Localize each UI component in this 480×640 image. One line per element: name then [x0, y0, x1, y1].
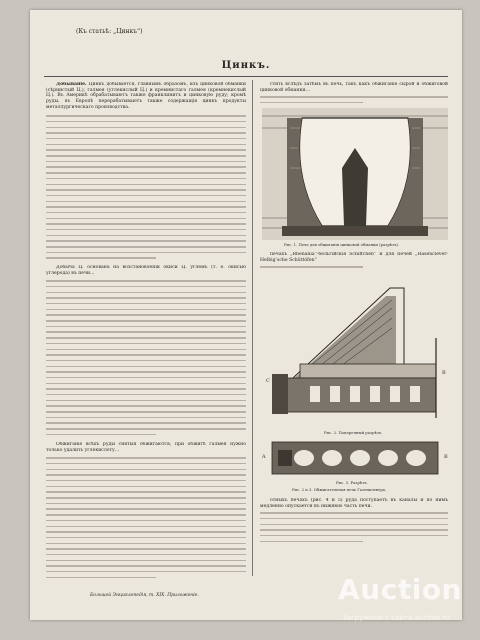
left-para-2	[46, 265, 246, 277]
right-bottom-text	[260, 498, 448, 510]
figure-2-cross-section	[270, 278, 440, 428]
figure-3-caption: Рис. 3. Разрѣзъ.	[336, 480, 368, 485]
figure-3-letter-a: A	[262, 454, 266, 460]
figure-3-horizontal-section	[268, 438, 442, 478]
column-divider	[252, 80, 253, 576]
intro-text: Цинкъ добывается, главнымъ образомъ, изъ цинковой обманки (сѣрнистый Ц.), галмея (углекислый Ц.) и кремнистаго галмея (кремнекислый Ц.). Въ Америкѣ обрабатываютъ также франклинитъ и цинковую руду; кромѣ руды, въ Европѣ перерабатываютъ также содержащія цинкъ продукты металлургическаго производства.	[46, 82, 246, 110]
document-page	[30, 10, 462, 620]
figure-2-caption: Рис. 2. Поперечный разрѣзъ.	[324, 430, 383, 435]
text-line	[46, 432, 156, 438]
figure-2-letter-b: B	[442, 370, 446, 376]
right-column-text-top	[260, 94, 448, 105]
page-footer: Большой Энциклопедія, т. XIX. Приложеніе.	[90, 593, 199, 598]
text-line	[46, 255, 156, 261]
left-intro	[46, 82, 246, 111]
page-title: Цинкъ.	[221, 60, 271, 71]
page-header: (Къ статьѣ: „Цинкъ“)	[76, 28, 143, 35]
right-column-text-mid	[260, 264, 448, 270]
figure-4-5-caption: Рис. 2 и 3. Обжигательная печь Газенклевера.	[292, 487, 387, 492]
figure-1-caption: Рис. 1. Печь для обжиганія цинковой обманки (разрѣзъ).	[284, 242, 400, 247]
text-line	[260, 100, 363, 106]
left-column-text-block-2	[46, 278, 246, 437]
text-line	[260, 538, 363, 544]
auction-watermark: Auction	[338, 573, 462, 606]
right-top-text-content: стить вслѣдъ затѣмъ въ печь, такъ какъ обжиганіе сырой и обжиговой цинковой обманки...	[260, 82, 448, 93]
left-column-text-block-3	[46, 455, 246, 580]
left-para-3	[46, 442, 246, 454]
title-rule	[44, 76, 448, 77]
right-bottom-text-content: отныхъ печахъ (рис. 4 и 5) руда поступаетъ въ каналы и по нимъ медленно опускается въ нижнюю часть печи.	[260, 498, 448, 509]
text-line	[46, 574, 156, 580]
para3-text: Обжиганіе всѣхъ руды снятыя обжигаются, при обжигѣ галмея нужно только удалить углекислоту...	[46, 442, 246, 453]
right-mid-text	[260, 252, 448, 264]
left-column-text-block-1	[46, 113, 246, 261]
right-column-text-bottom	[260, 510, 448, 544]
watermark-subtitle: Загружено с сайта auction.ru	[342, 614, 450, 622]
figure-3-letter-b: B	[444, 454, 448, 460]
para2-text: Добыча Ц. основана на возстановленіи окиси Ц. углемъ (т. е. окисью углерода) въ печи...	[46, 265, 246, 276]
figure-2-letter-c: C	[266, 378, 270, 384]
figure-1-furnace	[262, 108, 448, 240]
right-mid-text-content: печахъ „Rhenania“-бельгійскія Schiffchen“ и для печей „Hasenclever-Helbig’sche Schüttöfen“	[260, 252, 448, 263]
right-top-text	[260, 82, 448, 94]
text-line	[260, 264, 363, 270]
intro-lead: Добываніе.	[56, 82, 87, 87]
